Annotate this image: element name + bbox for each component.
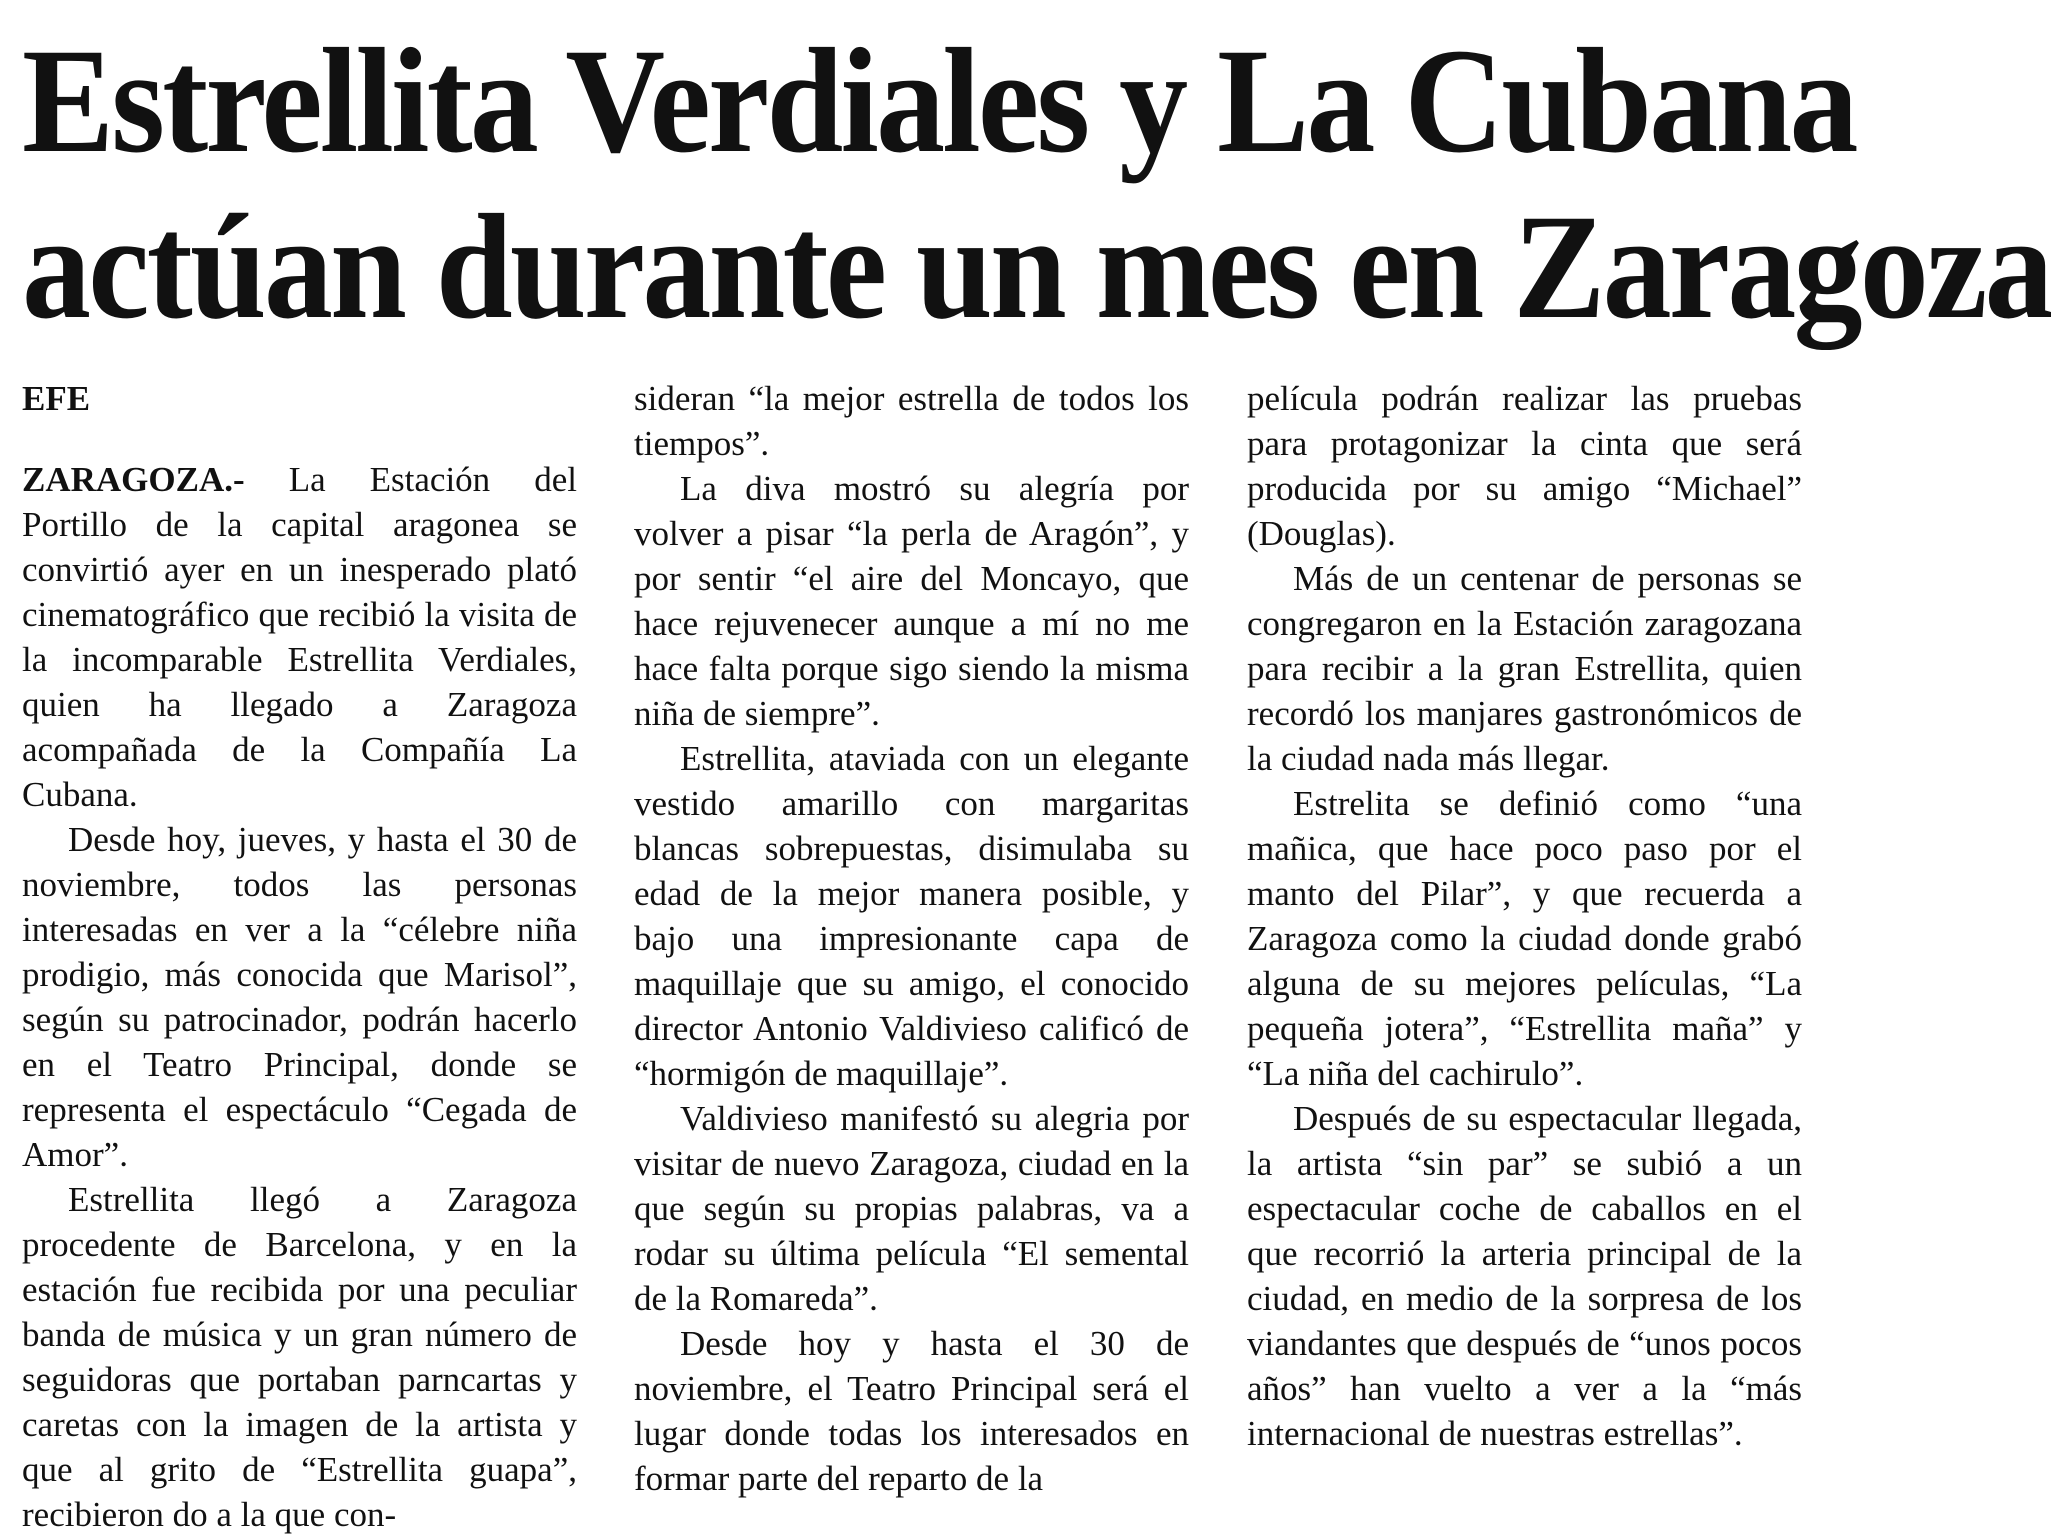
article-paragraph: La diva mostró su alegría por volver a pisar “la perla de Aragón”, y por sentir “el aire del Moncayo, que hace rejuvenecer aunque a mí no me hace falta porque sigo siendo la misma niña de siempre”. [634, 469, 1189, 733]
paragraph-text: La Estación del Portillo de la capital aragonea se convirtió ayer en un inesperado plató cinematográfico que recibió la visita de la incomparable Estrellita Verdiales, quien ha llegado a Zaragoza acompañada de la Compañía La Cubana. [22, 460, 577, 814]
article-paragraph: sideran “la mejor estrella de todos los tiempos”. [634, 379, 1189, 463]
article-paragraph: Valdivieso manifestó su alegria por visitar de nuevo Zaragoza, ciudad en la que según su propias palabras, va a rodar su última película “El semental de la Romareda”. [634, 1099, 1189, 1318]
article-paragraph [22, 457, 577, 817]
article-paragraph: Estrellita llegó a Zaragoza procedente de Barcelona, y en la estación fue recibida por una peculiar banda de música y un gran número de seguidoras que portaban parncartas y caretas con la imagen de la artista y que al grito de “Estrellita guapa”, recibieron do a la que con- [22, 1180, 577, 1534]
article-column-2 [634, 376, 1189, 1501]
article-paragraph: Después de su espectacular llegada, la artista “sin par” se subió a un espectacular coche de caballos en el que recorrió la arteria principal de la ciudad, en medio de la sorpresa de los viandantes que después de “unos pocos años” han vuelto a ver a la “más internacional de nuestras estrellas”. [1247, 1099, 1802, 1453]
headline-line-1: Estrellita Verdiales y La Cubana [22, 18, 1856, 184]
article-column-1 [22, 376, 577, 1537]
article-paragraph: Desde hoy, jueves, y hasta el 30 de noviembre, todos las personas interesadas en ver a la “célebre niña prodigio, más conocida que Marisol”, según su patrocinador, podrán hacerlo en el Teatro Principal, donde se representa el espectáculo “Cegada de Amor”. [22, 820, 577, 1174]
headline-line-2: actúan durante un mes en Zaragoza [22, 184, 2051, 350]
article-paragraph: Desde hoy y hasta el 30 de noviembre, el Teatro Principal será el lugar donde todas los interesados en formar parte del reparto de la [634, 1324, 1189, 1498]
article-paragraph: Estrelita se definió como “una mañica, que hace poco paso por el manto del Pilar”, y que recuerda a Zaragoza como la ciudad donde grabó alguna de su mejores películas, “La pequeña jotera”, “Estrellita maña” y “La niña del cachirulo”. [1247, 784, 1802, 1093]
article-column-3 [1247, 376, 1802, 1456]
byline: EFE [22, 379, 91, 418]
dateline: ZARAGOZA.- [22, 460, 245, 499]
headline [22, 18, 2051, 350]
article-paragraph: película podrán realizar las pruebas para protagonizar la cinta que será producida por su amigo “Michael” (Douglas). [1247, 379, 1802, 553]
article-paragraph: Más de un centenar de personas se congregaron en la Estación zaragozana para recibir a la gran Estrellita, quien recordó los manjares gastronómicos de la ciudad nada más llegar. [1247, 559, 1802, 778]
article-paragraph: Estrellita, ataviada con un elegante vestido amarillo con margaritas blancas sobrepuestas, disimulaba su edad de la mejor manera posible, y bajo una impresionante capa de maquillaje que su amigo, el conocido director Antonio Valdivieso calificó de “hormigón de maquillaje”. [634, 739, 1189, 1093]
